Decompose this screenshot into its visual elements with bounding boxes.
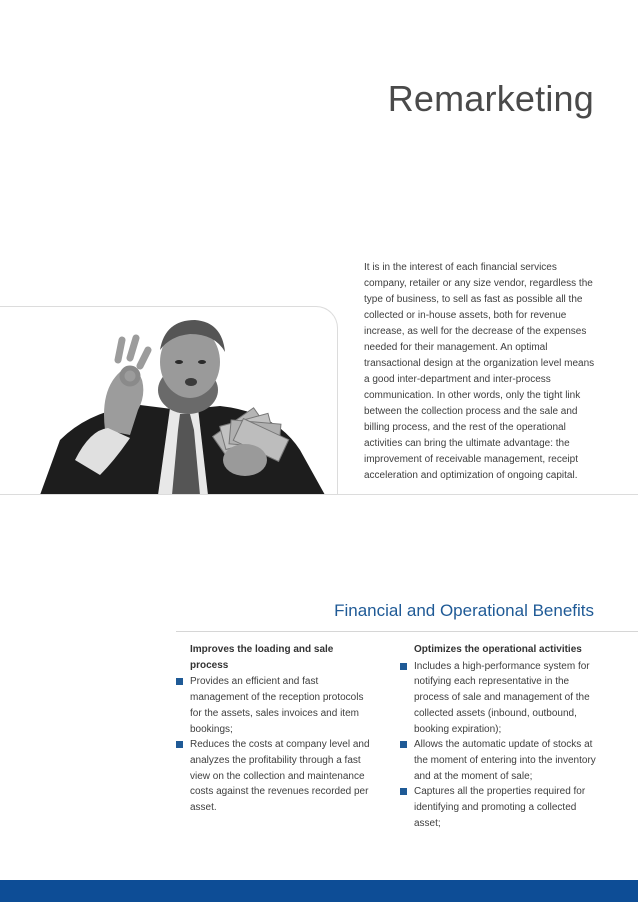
section-divider <box>0 494 638 495</box>
businessman-with-money-photo <box>30 310 330 495</box>
intro-paragraph: It is in the interest of each financial services company, retailer or any size vendor, regardless the type of business, to sell as fast as possible all the collected or in-house assets, both for revenue increase, as well for the decrease of the expenses needed for their management. An optimal transactional design at the organization level means a good inter-department and inter-process communication. In other words, only the tight link between the collection process and the sale and billing process, and the rest of the operational activities can bring the ultimate advantage: the improvement of receivable management, receipt acceleration and optimization of ongoing capital. <box>364 262 595 481</box>
list-item <box>400 784 596 831</box>
list-item-text: Provides an efficient and fast management of the reception protocols for the assets, sales invoices and item bookings; <box>190 676 364 735</box>
page-title: Remarketing <box>387 78 594 119</box>
list-item <box>176 674 371 737</box>
square-bullet-icon <box>400 741 407 748</box>
list-item-text: Includes a high-performance system for notifying each representative in the process of sale and management of the collected assets (inbound, outbound, booking expiration); <box>414 660 590 735</box>
right-column-heading: Optimizes the operational activities <box>414 644 582 655</box>
list-item-text: Reduces the costs at company level and analyzes the profitability through a fast view on the collection and maintenance costs against the revenues recorded per asset. <box>190 739 370 814</box>
square-bullet-icon <box>176 741 183 748</box>
square-bullet-icon <box>176 678 183 685</box>
right-benefits-column <box>400 642 596 831</box>
list-item-text: Allows the automatic update of stocks at the moment of entering into the inventory and at the moment of sale; <box>414 739 596 782</box>
list-item <box>400 737 596 784</box>
left-column-heading: Improves the loading and sale process <box>190 644 334 671</box>
section-subtitle: Financial and Operational Benefits <box>334 601 594 620</box>
left-benefits-column <box>176 642 371 816</box>
square-bullet-icon <box>400 663 407 670</box>
list-item-text: Captures all the properties required for identifying and promoting a collected asset; <box>414 786 586 829</box>
subtitle-divider <box>176 631 638 632</box>
list-item <box>400 659 596 738</box>
footer-bar <box>0 880 638 902</box>
list-item <box>176 737 371 816</box>
square-bullet-icon <box>400 788 407 795</box>
